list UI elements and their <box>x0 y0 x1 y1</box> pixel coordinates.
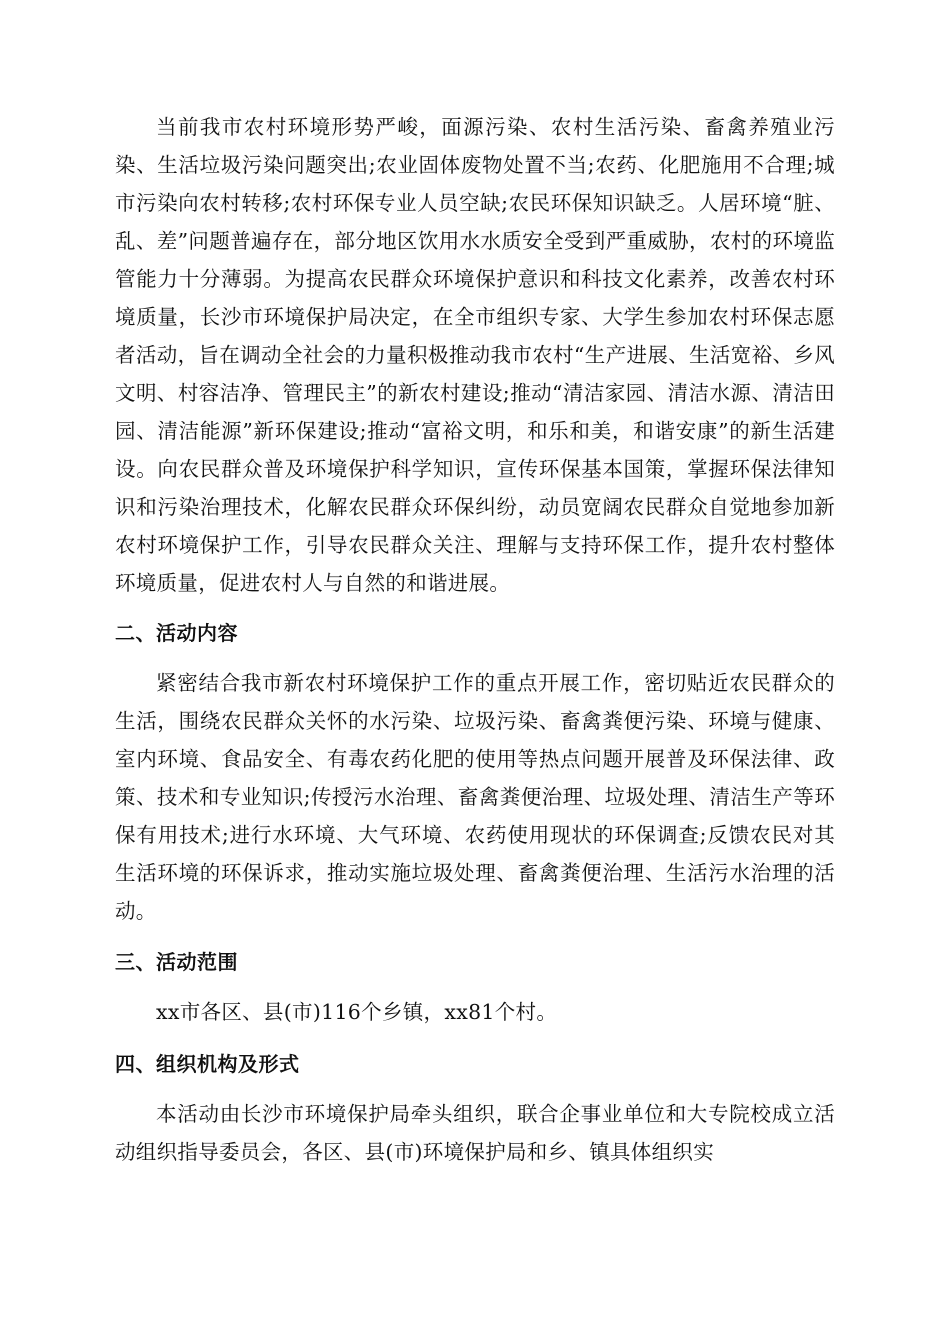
section-heading-activity-content: 二、活动内容 <box>115 621 238 645</box>
organization-paragraph: 本活动由长沙市环境保护局牵头组织，联合企事业单位和大专院校成立活动组织指导委员会，各区、县(市)环境保护局和乡、镇具体组织实 <box>115 1102 835 1164</box>
intro-paragraph: 当前我市农村环境形势严峻，面源污染、农村生活污染、畜禽养殖业污染、生活垃圾污染问题突出;农业固体废物处置不当;农药、化肥施用不合理;城市污染向农村转移;农村环保专业人员空缺;农民环保知识缺乏。人居环境“脏、乱、差”问题普遍存在，部分地区饮用水水质安全受到严重威胁，农村的环境监管能力十分薄弱。为提高农民群众环境保护意识和科技文化素养，改善农村环境质量，长沙市环境保护局决定，在全市组织专家、大学生参加农村环保志愿者活动，旨在调动全社会的力量积极推动我市农村“生产进展、生活宽裕、乡风文明、村容洁净、管理民主”的新农村建设;推动“清洁家园、清洁水源、清洁田园、清洁能源”新环保建设;推动“富裕文明，和乐和美，和谐安康”的新生活建设。向农民群众普及环境保护科学知识，宣传环保基本国策，掌握环保法律知识和污染治理技术，化解农民群众环保纠纷，动员宽阔农民群众自觉地参加新农村环境保护工作，引导农民群众关注、理解与支持环保工作，提升农村整体环境质量，促进农村人与自然的和谐进展。 <box>115 115 835 595</box>
activity-scope-paragraph: xx市各区、县(市)116个乡镇，xx81个村。 <box>156 1000 558 1024</box>
document-page <box>115 108 835 1171</box>
section-heading-activity-scope: 三、活动范围 <box>115 950 238 974</box>
activity-content-paragraph: 紧密结合我市新农村环境保护工作的重点开展工作，密切贴近农民群众的生活，围绕农民群众关怀的水污染、垃圾污染、畜禽粪便污染、环境与健康、室内环境、食品安全、有毒农药化肥的使用等热点问题开展普及环保法律、政策、技术和专业知识;传授污水治理、畜禽粪便治理、垃圾处理、清洁生产等环保有用技术;进行水环境、大气环境、农药使用现状的环保调查;反馈农民对其生活环境的环保诉求，推动实施垃圾处理、畜禽粪便治理、生活污水治理的活动。 <box>115 671 835 923</box>
section-heading-organization: 四、组织机构及形式 <box>115 1052 300 1076</box>
